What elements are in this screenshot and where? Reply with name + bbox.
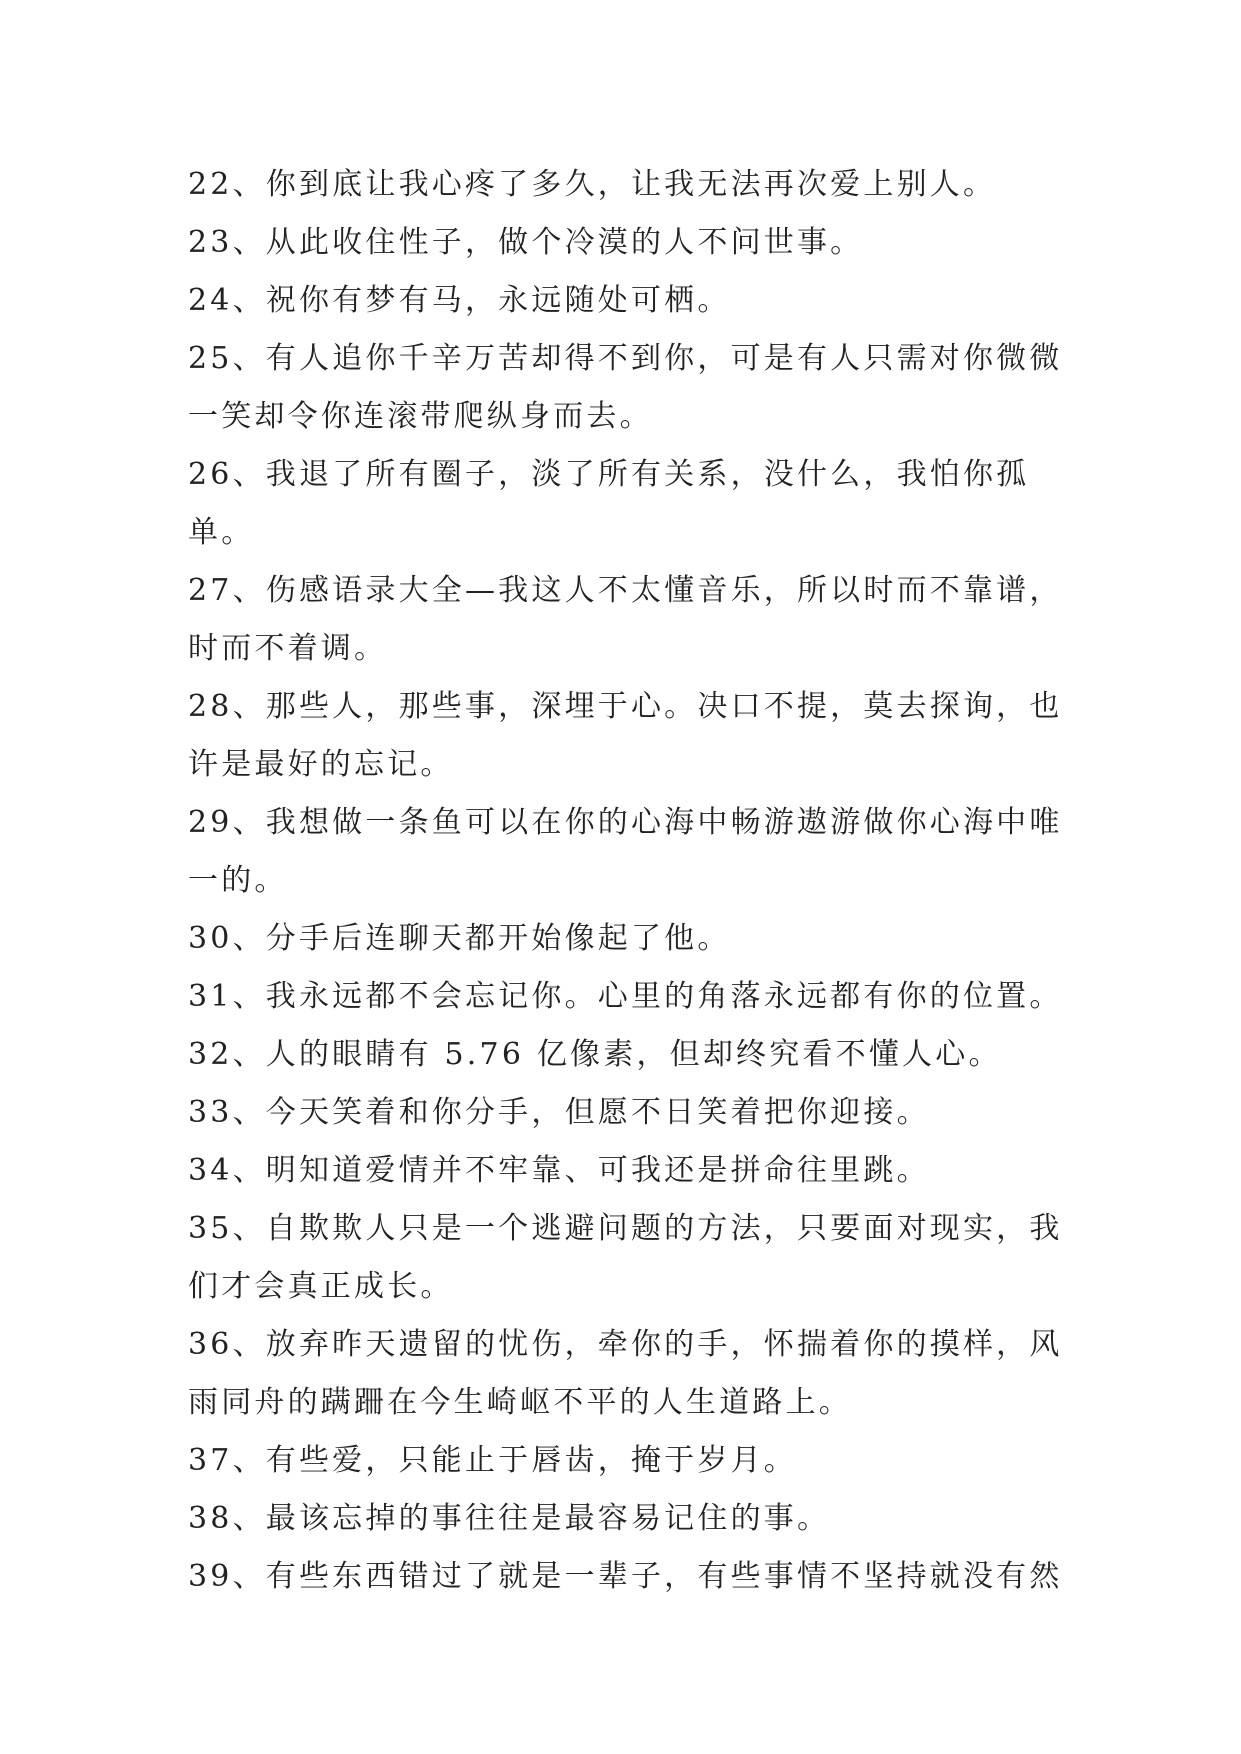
paragraph-26: 26、我退了所有圈子，淡了所有关系，没什么，我怕你孤单。 (188, 457, 1030, 550)
paragraph-33: 33、今天笑着和你分手，但愿不日笑着把你迎接。 (188, 1095, 930, 1130)
paragraph-31: 31、我永远都不会忘记你。心里的角落永远都有你的位置。 (188, 979, 1063, 1014)
paragraph-27: 27、伤感语录大全—我这人不太懂音乐，所以时而不靠谱，时而不着调。 (188, 573, 1063, 666)
paragraph-30: 30、分手后连聊天都开始像起了他。 (188, 921, 731, 956)
paragraph-32: 32、人的眼睛有 5.76 亿像素，但却终究看不懂人心。 (188, 1037, 1002, 1072)
paragraph-29: 29、我想做一条鱼可以在你的心海中畅游遨游做你心海中唯一的。 (188, 805, 1063, 898)
paragraph-24: 24、祝你有梦有马，永远随处可栖。 (188, 283, 731, 318)
paragraph-35: 35、自欺欺人只是一个逃避问题的方法，只要面对现实，我们才会真正成长。 (188, 1211, 1063, 1304)
document-body (188, 156, 1068, 1606)
paragraph-25: 25、有人追你千辛万苦却得不到你，可是有人只需对你微微一笑却令你连滚带爬纵身而去。 (188, 341, 1063, 434)
paragraph-28: 28、那些人，那些事，深埋于心。决口不提，莫去探询，也许是最好的忘记。 (188, 689, 1063, 782)
paragraph-22: 22、你到底让我心疼了多久，让我无法再次爱上别人。 (188, 167, 997, 202)
paragraph-37: 37、有些爱，只能止于唇齿，掩于岁月。 (188, 1443, 797, 1478)
paragraph-23: 23、从此收住性子，做个冷漠的人不问世事。 (188, 225, 864, 260)
paragraph-38: 38、最该忘掉的事往往是最容易记住的事。 (188, 1501, 831, 1536)
paragraph-34: 34、明知道爱情并不牢靠、可我还是拼命往里跳。 (188, 1153, 930, 1188)
paragraph-36: 36、放弃昨天遗留的忧伤，牵你的手，怀揣着你的摸样，风雨同舟的蹒跚在今生崎岖不平的人生道路上。 (188, 1327, 1063, 1420)
paragraph-39: 39、有些东西错过了就是一辈子，有些事情不坚持就没有然 (188, 1559, 1063, 1594)
